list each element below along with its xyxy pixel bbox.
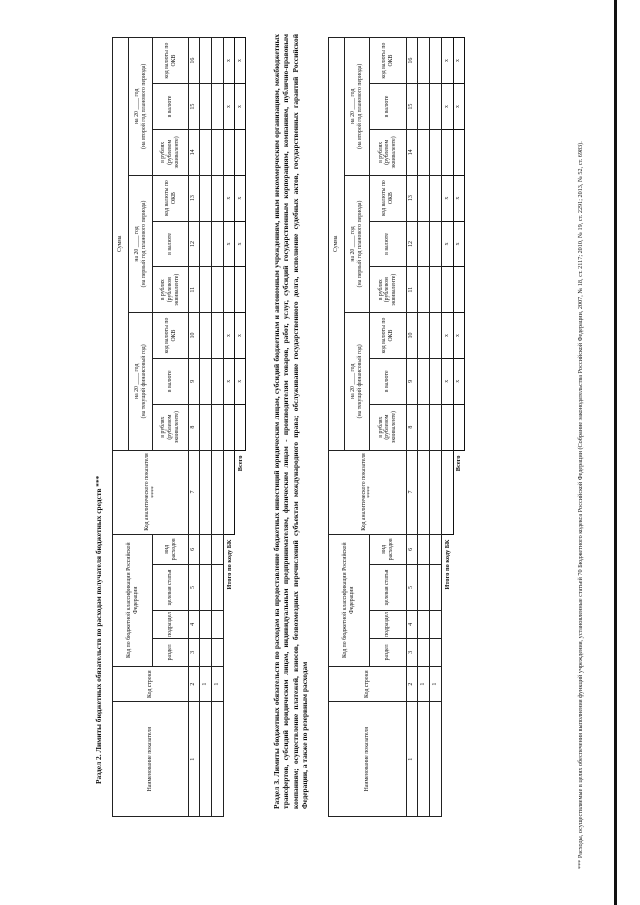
s2-head-cur-3: в валюте xyxy=(153,84,189,130)
s2-total-bk-label: Итого по коду БК xyxy=(225,539,233,590)
s2-head-indicator: Наименование показателя xyxy=(113,702,189,817)
s3-head-sum: Сумма xyxy=(329,38,345,451)
s3-row-5 xyxy=(430,38,442,817)
s2-head-year-3 xyxy=(129,38,153,176)
s2-head-analytic: Код аналитического показателя **** xyxy=(113,450,189,534)
s3-head-rub-2: в рублях (рублевом эквиваленте) xyxy=(369,267,406,313)
s2-total-cell-15: x xyxy=(235,84,246,130)
s2-head-vid: вид расходов xyxy=(153,534,189,565)
s2-col-number-3: 3 xyxy=(189,638,200,666)
s2-head-razdel: раздел xyxy=(153,638,189,666)
s3-data1-line-code: 1 xyxy=(417,666,429,702)
s3-total-label: Всего xyxy=(455,455,463,472)
s3-head-okv-3: код валюты по ОКВ xyxy=(369,38,406,84)
s3-head-rub-1: в рублях (рублевом эквиваленте) xyxy=(369,404,406,450)
s3-data1-cell-7 xyxy=(417,450,429,534)
s3-total-bk-cell-15: x xyxy=(442,84,453,130)
s2-col-number-14: 14 xyxy=(189,129,200,175)
s2-col-number-12: 12 xyxy=(189,221,200,267)
s2-data2-cell-4 xyxy=(212,610,224,638)
s2-total-bk-cell-10: x xyxy=(224,313,235,359)
s2-data1-cell-9 xyxy=(200,358,212,404)
s3-data2-cell-6 xyxy=(430,534,442,565)
s2-data1-cell-8 xyxy=(200,404,212,450)
s3-col-number-15: 15 xyxy=(406,84,417,130)
s3-col-number-10: 10 xyxy=(406,313,417,359)
s3-data1-cell-1 xyxy=(417,702,429,817)
s3-data2-cell-3 xyxy=(430,638,442,666)
s2-total-bk-cell-16: x xyxy=(224,38,235,84)
s3-data2-cell-5 xyxy=(430,565,442,611)
s3-head-rub-3: в рублях (рублевом эквиваленте) xyxy=(369,129,406,175)
s3-row-0 xyxy=(329,38,345,817)
s3-head-kbk: Код по бюджетной классификации Российской Федерации xyxy=(329,534,370,666)
s3-data2-cell-8 xyxy=(430,404,442,450)
s3-data1-cell-4 xyxy=(417,610,429,638)
footnote: *** Расходы, осуществляемые в целях обеспечения выполнения функций учреждения, установленные статьей 70 Бюджетного кодекса Российской Федерации (Собрание законодательства Российской Федерации, 2007, № 18, ст. 2117; 2010, № 19, ст. 2291; 2013, № 52, ст. 6983). xyxy=(577,141,584,869)
s2-head-celevaya: целевая статья xyxy=(153,565,189,611)
section3-title: Раздел 3. Лимиты бюджетных обязательств по расходам на предоставление бюджетных инвестиций юридическим лицам, субсидий бюджетным и автономным учреждениям, иным некоммерческим организациям, межбюджетных трансфертов, субсидий юридическим лицам, индивидуальным предпринимателям, физическим лицам - производителям товаров, работ, услуг, субсидий государственным корпорациям, компаниям, публично-правовым компаниям; осуществление платежей, взносов, безвозмездных перечислений субъектам международного права; обслуживание государственного долга, исполнение судебных актов, государственных гарантий Российской Федерации, а также по резервным расходам xyxy=(272,34,310,809)
s3-data2-cell-7 xyxy=(430,450,442,534)
s2-col-number-9: 9 xyxy=(189,358,200,404)
s3-data1-cell-11 xyxy=(417,267,429,313)
s2-col-number-5: 5 xyxy=(189,565,200,611)
s2-data1-line-code: 1 xyxy=(200,666,212,702)
s3-data2-cell-4 xyxy=(430,610,442,638)
s2-data1-cell-11 xyxy=(200,267,212,313)
s3-col-number-3: 3 xyxy=(406,638,417,666)
s2-data1-cell-15 xyxy=(200,84,212,130)
s2-data2-cell-13 xyxy=(212,175,224,221)
s3-head-year-2-label: на 20 ____ год xyxy=(350,226,357,262)
s3-head-okv-2: код валюты по ОКВ xyxy=(369,175,406,221)
s3-total-cell-15: x xyxy=(453,84,464,130)
s2-head-kbk: Код по бюджетной классификации Российской Федерации xyxy=(113,534,153,666)
s3-total-cell-9: x xyxy=(453,358,464,404)
section3-table xyxy=(328,37,465,817)
s2-data1-cell-14 xyxy=(200,129,212,175)
s3-data1-cell-5 xyxy=(417,565,429,611)
s2-data2-cell-5 xyxy=(212,565,224,611)
s2-data1-cell-13 xyxy=(200,175,212,221)
s3-head-cur-3: в валюте xyxy=(369,84,406,130)
s2-data2-cell-6 xyxy=(212,534,224,565)
s2-head-rub-3: в рублях (рублевом эквиваленте) xyxy=(153,129,189,175)
s2-head-year-2-period: (на первый год планового периода) xyxy=(140,200,147,288)
s3-head-indicator: Наименование показателя xyxy=(329,702,407,817)
s3-data2-cell-16 xyxy=(430,38,442,84)
s2-total-bk-cell-11 xyxy=(224,267,235,313)
s3-head-celevaya: целевая статья xyxy=(369,565,406,611)
section2-title: Раздел 2. Лимиты бюджетных обязательств по расходам получателя бюджетных средств *** xyxy=(94,475,103,784)
s2-col-number-7: 7 xyxy=(189,450,200,534)
s2-head-year-3-label: на 20 ____ год xyxy=(133,88,140,125)
s3-col-number-12: 12 xyxy=(406,221,417,267)
s3-total-bk-cell-9: x xyxy=(442,358,453,404)
s2-total-bk-cell-14 xyxy=(224,129,235,175)
s2-col-number-11: 11 xyxy=(189,267,200,313)
s2-total-cell-16: x xyxy=(235,38,246,84)
s3-total-cell-8 xyxy=(453,404,464,450)
s2-row-0 xyxy=(113,38,129,817)
s2-row-3 xyxy=(189,38,200,817)
s3-col-number-4: 4 xyxy=(406,610,417,638)
s2-col-number-15: 15 xyxy=(189,84,200,130)
s2-col-number-13: 13 xyxy=(189,175,200,221)
s3-total-bk-cell-10: x xyxy=(442,313,453,359)
s3-data2-cell-12 xyxy=(430,221,442,267)
s2-data2-cell-10 xyxy=(212,313,224,359)
s2-head-year-1 xyxy=(129,313,153,450)
s3-col-number-16: 16 xyxy=(406,38,417,84)
page-bottom-rule xyxy=(614,0,617,905)
s2-head-code-line: Код строки xyxy=(113,666,189,702)
s3-head-vid: вид расходов xyxy=(369,534,406,565)
s3-head-podrazdel: подраздел xyxy=(369,610,406,638)
s3-col-number-5: 5 xyxy=(406,565,417,611)
s3-col-number-14: 14 xyxy=(406,129,417,175)
s3-total-cell-14 xyxy=(453,129,464,175)
s3-row-7 xyxy=(453,38,464,817)
s3-data1-cell-3 xyxy=(417,638,429,666)
s3-col-number-1: 1 xyxy=(406,702,417,817)
s2-head-year-1-label: на 20 ____ год xyxy=(133,363,140,399)
s2-head-cur-2: в валюте xyxy=(153,221,189,267)
s3-total-bk-cell-16: x xyxy=(442,38,453,84)
s2-head-sum: Сумма xyxy=(113,38,129,451)
s2-head-podrazdel: подраздел xyxy=(153,610,189,638)
s2-row-5 xyxy=(212,38,224,817)
s3-head-razdel: раздел xyxy=(369,638,406,666)
s2-head-year-2-label: на 20 ____ год xyxy=(133,226,140,262)
s3-data2-cell-1 xyxy=(430,702,442,817)
s2-total-cell-8 xyxy=(235,404,246,450)
s2-head-okv-3: код валюты по ОКВ xyxy=(153,38,189,84)
s2-head-year-2 xyxy=(129,175,153,312)
s2-row-7 xyxy=(235,38,246,817)
s3-row-4 xyxy=(417,38,429,817)
s2-total-label: Всего xyxy=(236,455,244,472)
s3-head-year-3 xyxy=(345,38,370,176)
s3-col-number-13: 13 xyxy=(406,175,417,221)
s3-data2-cell-15 xyxy=(430,84,442,130)
s3-total-bk-cell-8 xyxy=(442,404,453,450)
s2-head-cur-1: в валюте xyxy=(153,358,189,404)
s2-data2-cell-11 xyxy=(212,267,224,313)
s3-data2-cell-9 xyxy=(430,358,442,404)
s3-total-cell-10: x xyxy=(453,313,464,359)
s2-head-okv-2: код валюты по ОКВ xyxy=(153,175,189,221)
s2-col-number-8: 8 xyxy=(189,404,200,450)
s2-col-number-6: 6 xyxy=(189,534,200,565)
s2-data2-line-code: 1 xyxy=(212,666,224,702)
s2-data1-cell-10 xyxy=(200,313,212,359)
s3-data1-cell-12 xyxy=(417,221,429,267)
s3-col-number-2: 2 xyxy=(406,666,417,702)
s2-row-6 xyxy=(224,38,235,817)
s2-data2-cell-12 xyxy=(212,221,224,267)
s2-col-number-4: 4 xyxy=(189,610,200,638)
s3-col-number-11: 11 xyxy=(406,267,417,313)
s2-total-bk-cell-13: x xyxy=(224,175,235,221)
s3-head-year-3-label: на 20 ____ год xyxy=(350,88,357,125)
s2-head-rub-2: в рублях (рублевом эквиваленте) xyxy=(153,267,189,313)
s2-data2-cell-16 xyxy=(212,38,224,84)
s2-head-rub-1: в рублях (рублевом эквиваленте) xyxy=(153,404,189,450)
s3-data1-cell-9 xyxy=(417,358,429,404)
s3-total-bk-cell-7 xyxy=(442,450,453,534)
s3-data2-cell-13 xyxy=(430,175,442,221)
s3-data1-cell-14 xyxy=(417,129,429,175)
s3-head-cur-2: в валюте xyxy=(369,221,406,267)
s2-total-bk-cell-8 xyxy=(224,404,235,450)
s3-total-bk-cell-14 xyxy=(442,129,453,175)
s3-head-code-line: Код строки xyxy=(329,666,407,702)
s3-total-cell-11 xyxy=(453,267,464,313)
s3-col-number-9: 9 xyxy=(406,358,417,404)
s3-head-year-2-period: (на первый год планового периода) xyxy=(357,200,364,288)
s3-data2-cell-14 xyxy=(430,129,442,175)
s2-head-okv-1: код валюты по ОКВ xyxy=(153,313,189,359)
s2-row-4 xyxy=(200,38,212,817)
s2-data2-cell-15 xyxy=(212,84,224,130)
s2-data1-cell-4 xyxy=(200,610,212,638)
s2-total-cell-9: x xyxy=(235,358,246,404)
s3-data1-cell-13 xyxy=(417,175,429,221)
s3-col-number-8: 8 xyxy=(406,404,417,450)
s2-head-year-1-period: (на текущий финансовый год) xyxy=(140,344,147,419)
s3-head-year-2 xyxy=(345,175,370,312)
s2-total-bk-cell-9: x xyxy=(224,358,235,404)
s3-data1-cell-16 xyxy=(417,38,429,84)
s3-total-cell-12: x xyxy=(453,221,464,267)
s3-data2-cell-11 xyxy=(430,267,442,313)
s2-col-number-1: 1 xyxy=(189,702,200,817)
s2-data1-cell-1 xyxy=(200,702,212,817)
s2-data1-cell-3 xyxy=(200,638,212,666)
s2-col-number-16: 16 xyxy=(189,38,200,84)
s2-head-year-3-period: (на второй год планового периода) xyxy=(140,63,147,150)
s2-data1-cell-16 xyxy=(200,38,212,84)
s2-data1-cell-6 xyxy=(200,534,212,565)
s3-head-year-3-period: (на второй год планового периода) xyxy=(357,63,364,150)
s3-head-year-1 xyxy=(345,313,370,450)
s2-total-cell-14 xyxy=(235,129,246,175)
s2-col-number-10: 10 xyxy=(189,313,200,359)
s2-total-cell-10: x xyxy=(235,313,246,359)
s3-data2-line-code: 1 xyxy=(430,666,442,702)
s2-data2-cell-9 xyxy=(212,358,224,404)
s2-col-number-2: 2 xyxy=(189,666,200,702)
s2-data2-cell-1 xyxy=(212,702,224,817)
s2-data2-cell-14 xyxy=(212,129,224,175)
s3-col-number-6: 6 xyxy=(406,534,417,565)
s2-total-cell-13: x xyxy=(235,175,246,221)
s3-total-bk-label: Итого по коду БК xyxy=(444,539,452,590)
s3-data2-cell-10 xyxy=(430,313,442,359)
s3-total-bk-cell-11 xyxy=(442,267,453,313)
s3-total-cell-13: x xyxy=(453,175,464,221)
s2-total-bk-cell-15: x xyxy=(224,84,235,130)
section2-table xyxy=(112,37,246,817)
s3-data1-cell-15 xyxy=(417,84,429,130)
s2-data2-cell-8 xyxy=(212,404,224,450)
s3-data1-cell-8 xyxy=(417,404,429,450)
s2-total-bk-cell-12: x xyxy=(224,221,235,267)
s3-row-6 xyxy=(442,38,453,817)
s3-head-cur-1: в валюте xyxy=(369,358,406,404)
s2-data1-cell-7 xyxy=(200,450,212,534)
s3-data1-cell-6 xyxy=(417,534,429,565)
s2-data2-cell-3 xyxy=(212,638,224,666)
s3-head-okv-1: код валюты по ОКВ xyxy=(369,313,406,359)
s3-head-year-1-label: на 20 ____ год xyxy=(350,363,357,399)
s3-head-analytic: Код аналитического показателя **** xyxy=(329,450,407,534)
s2-total-cell-12: x xyxy=(235,221,246,267)
s2-data1-cell-5 xyxy=(200,565,212,611)
s2-data1-cell-12 xyxy=(200,221,212,267)
s2-total-cell-11 xyxy=(235,267,246,313)
s3-head-year-1-period: (на текущий финансовый год) xyxy=(357,344,364,419)
s3-total-cell-16: x xyxy=(453,38,464,84)
s3-col-number-7: 7 xyxy=(406,450,417,534)
s2-total-bk-cell-7 xyxy=(224,450,235,534)
s3-data1-cell-10 xyxy=(417,313,429,359)
s2-data2-cell-7 xyxy=(212,450,224,534)
s3-total-bk-cell-12: x xyxy=(442,221,453,267)
s3-total-bk-cell-13: x xyxy=(442,175,453,221)
s3-row-3 xyxy=(406,38,417,817)
